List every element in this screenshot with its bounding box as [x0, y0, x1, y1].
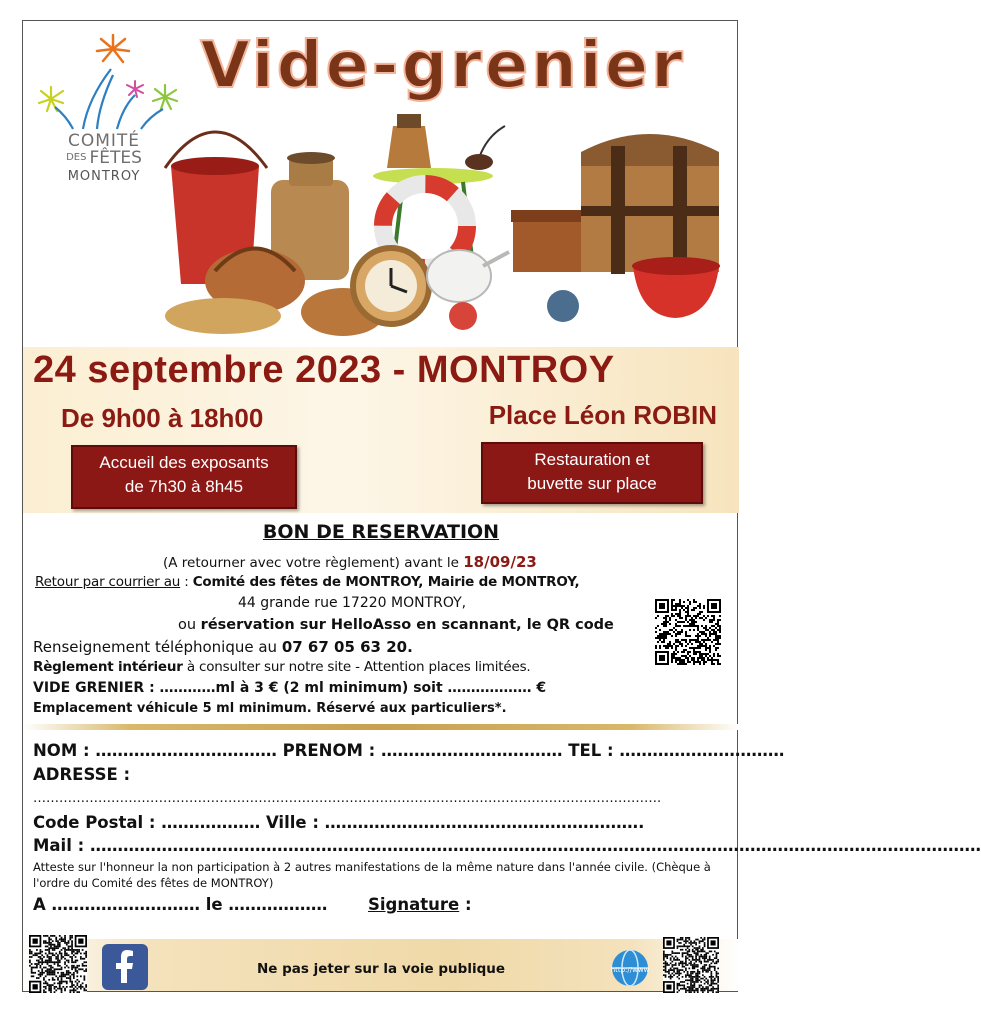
- logo-fetes: FÊTES: [89, 148, 142, 169]
- address-dots: ……………………………………………………………………………………………………………………………….: [33, 791, 662, 806]
- name-phone-line: NOM : …………………………… PRENOM : …………………………… TEL : …………………………: [33, 741, 785, 760]
- flyer-page: [22, 20, 981, 992]
- wood-box-icon: [511, 210, 585, 322]
- title-text: Vide-grenier: [200, 29, 686, 103]
- helloasso-qr-icon[interactable]: [655, 599, 721, 665]
- red-bowl-icon: [632, 257, 720, 318]
- event-hours: De 9h00 à 18h00: [61, 403, 264, 433]
- rules-line: [33, 659, 531, 675]
- exhibitor-welcome-line1: Accueil des exposants: [99, 453, 269, 472]
- catering-line1: Restauration et: [534, 450, 650, 469]
- rules-bold: Règlement intérieur: [33, 659, 183, 675]
- comite-logo: [33, 29, 183, 199]
- exhibitor-welcome-line2: de 7h30 à 8h45: [124, 477, 244, 496]
- logo-comite: COMITÉ: [67, 131, 141, 151]
- reservation-title: BON DE RESERVATION: [262, 521, 500, 543]
- phone-label: Renseignement téléphonique au: [33, 638, 282, 656]
- place-date-line: A ……………………… le ………………: [33, 895, 328, 914]
- signature-colon: :: [459, 895, 472, 914]
- rules-rest: à consulter sur notre site - Attention places limitées.: [182, 659, 531, 675]
- return-note: (A retourner avec votre règlement) avant le: [163, 555, 464, 571]
- mail-label: Retour par courrier au: [35, 574, 181, 590]
- online-line: [178, 617, 614, 633]
- event-place: Place Léon ROBIN: [488, 400, 717, 430]
- website-globe-icon[interactable]: [609, 947, 651, 989]
- footer-qr-right-icon[interactable]: [663, 937, 719, 993]
- mail-address1: Comité des fêtes de MONTROY, Mairie de MONTROY,: [192, 574, 580, 590]
- footer-text: Ne pas jeter sur la voie publique: [256, 961, 506, 977]
- mail-line: [35, 574, 579, 590]
- vehicle-line: Emplacement véhicule 5 ml minimum. Réservé aux particuliers*.: [33, 701, 507, 716]
- teapot-icon: [427, 250, 509, 330]
- mail-field-line: Mail : ………………………………………………………………………………………………………………………………………………: [33, 836, 981, 855]
- online-prefix: ou: [178, 617, 201, 633]
- mail-address2: 44 grande rue 17220 MONTROY,: [238, 595, 467, 611]
- deadline: 18/09/23: [463, 553, 537, 571]
- online-text: réservation sur HelloAsso en scannant, le QR code: [200, 617, 614, 633]
- brocante-illustration: [163, 106, 723, 346]
- event-date: 24 septembre 2023 - MONTROY: [33, 349, 615, 391]
- price-line: VIDE GRENIER : …………ml à 3 € (2 ml minimum) soit ……………… €: [33, 680, 547, 696]
- signature-label: Signature: [368, 895, 460, 914]
- clock-icon: [353, 248, 429, 324]
- globe-label: http://www: [610, 966, 650, 974]
- trunk-icon: [581, 134, 719, 274]
- phone-number: 07 67 05 63 20.: [281, 638, 413, 656]
- catering-box: [481, 442, 703, 504]
- signature-line: [368, 895, 472, 914]
- separator: [23, 724, 739, 730]
- fireworks-icon: [33, 29, 183, 134]
- postal-city-line: Code Postal : ……………… Ville : ………………………………………………….: [33, 813, 645, 832]
- attestation-text: Atteste sur l'honneur la non participation à 2 autres manifestations de la même nature dans l'année civile. (Chèque à l'ordre du Comité des fêtes de MONTROY): [33, 860, 711, 890]
- jar-icon: [387, 114, 505, 170]
- logo-des: DES: [66, 152, 87, 164]
- mail-sep: :: [180, 574, 193, 590]
- address-label: ADRESSE :: [33, 765, 131, 784]
- phone-line: [33, 638, 413, 656]
- logo-montroy: MONTROY: [67, 168, 141, 184]
- vide-grenier-title: [163, 25, 723, 105]
- catering-line2: buvette sur place: [527, 474, 657, 493]
- exhibitor-welcome-box: [71, 445, 297, 509]
- return-note-line: [163, 553, 537, 571]
